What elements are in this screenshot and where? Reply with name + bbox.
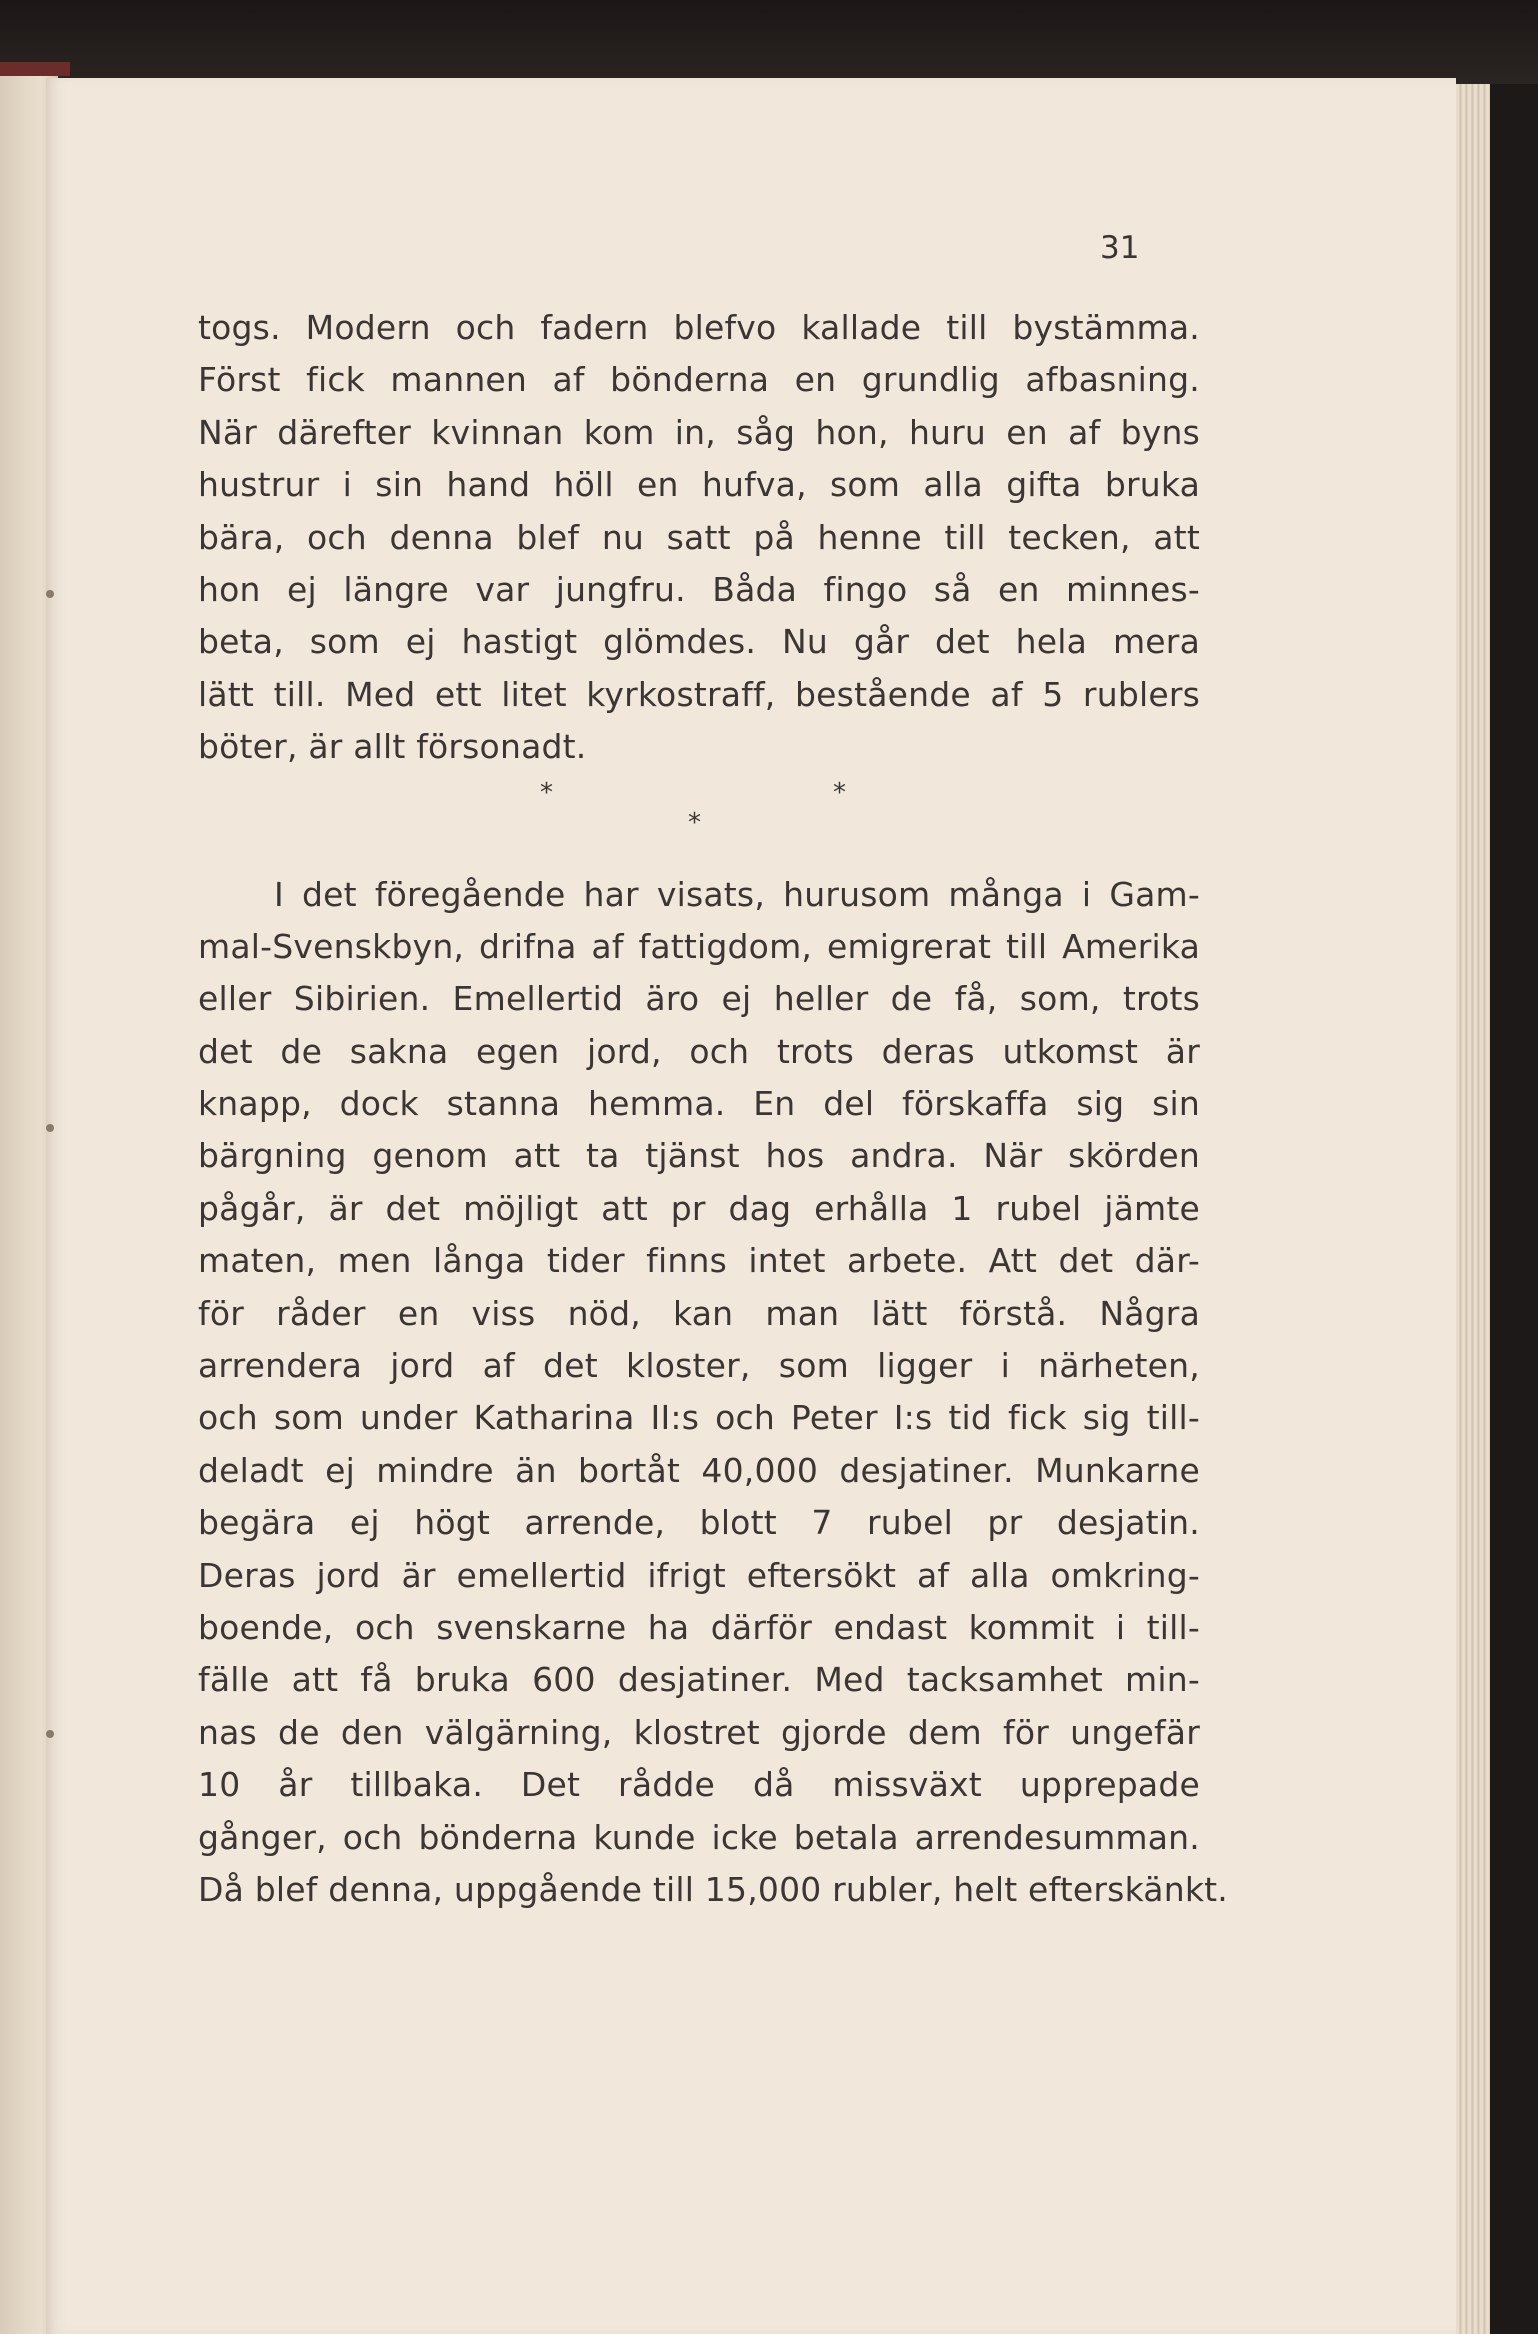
text-line: beta, som ej hastigt glömdes. Nu går det hela mera (198, 622, 1200, 662)
text-line: lätt till. Med ett litet kyrkostraff, bestående af 5 rublers (198, 674, 1200, 714)
text-line: nas de den välgärning, klostret gjorde dem för ungefär (198, 1712, 1200, 1752)
text-line: böter, är allt försonadt. (198, 727, 587, 767)
margin-mark (46, 1124, 54, 1132)
text-line: eller Sibirien. Emellertid äro ej heller de få, som, trots (198, 979, 1200, 1019)
scan-backdrop (0, 0, 1538, 90)
text-line: bära, och denna blef nu satt på henne till tecken, att (198, 517, 1200, 557)
margin-mark (46, 590, 54, 598)
text-line: Först fick mannen af bönderna en grundlig afbasning. (198, 360, 1200, 400)
text-line: mal-Svenskbyn, drifna af fattigdom, emigrerat till Amerika (198, 926, 1200, 966)
text-line: Deras jord är emellertid ifrigt eftersökt af alla omkring- (198, 1555, 1200, 1595)
text-line: När därefter kvinnan kom in, såg hon, huru en af byns (198, 412, 1200, 452)
text-line: togs. Modern och fadern blefvo kallade till bystämma. (198, 308, 1200, 347)
text-line: fälle att få bruka 600 desjatiner. Med tacksamhet min- (198, 1660, 1200, 1700)
text-line: pågår, är det möjligt att pr dag erhålla 1 rubel jämte (198, 1188, 1200, 1228)
asterisk: * (688, 807, 702, 838)
text-line: knapp, dock stanna hemma. En del förskaffa sig sin (198, 1084, 1200, 1124)
text-line: det de sakna egen jord, och trots deras utkomst är (198, 1031, 1200, 1071)
scan-backdrop-right (1490, 84, 1538, 2334)
paragraph-1 (198, 302, 1200, 774)
asterisk: * (540, 777, 554, 808)
text-line: för råder en viss nöd, kan man lätt förstå. Några (198, 1293, 1200, 1333)
text-line: Då blef denna, uppgående till 15,000 rubler, helt efterskänkt. (198, 1869, 1228, 1909)
text-line: bärgning genom att ta tjänst hos andra. När skörden (198, 1136, 1200, 1176)
asterisk: * (833, 777, 847, 808)
text-line: deladt ej mindre än bortåt 40,000 desjatiner. Munkarne (198, 1450, 1200, 1490)
text-line: och som under Katharina II:s och Peter I:s tid fick sig till- (198, 1398, 1200, 1438)
text-line: boende, och svenskarne ha därför endast kommit i till- (198, 1607, 1200, 1647)
margin-mark (46, 1730, 54, 1738)
text-line: hustrur i sin hand höll en hufva, som alla gifta bruka (198, 465, 1200, 505)
page-text (198, 302, 1228, 1916)
paragraph-2 (198, 869, 1228, 1917)
text-line: 10 år tillbaka. Det rådde då missväxt upprepade (198, 1765, 1200, 1805)
text-line: maten, men långa tider finns intet arbete. Att det där- (198, 1241, 1200, 1281)
section-separator (198, 774, 1200, 869)
page-edges (1456, 84, 1490, 2334)
text-line: gånger, och bönderna kunde icke betala arrendesumman. (198, 1817, 1200, 1857)
text-line: I det föregående har visats, hurusom många i Gam- (274, 874, 1200, 914)
text-line: hon ej längre var jungfru. Båda fingo så en minnes- (198, 569, 1200, 609)
page-number: 31 (1100, 230, 1140, 266)
text-line: begära ej högt arrende, blott 7 rubel pr desjatin. (198, 1503, 1200, 1543)
book-cover-edge (0, 62, 70, 76)
text-line: arrendera jord af det kloster, som ligger i närheten, (198, 1346, 1200, 1386)
